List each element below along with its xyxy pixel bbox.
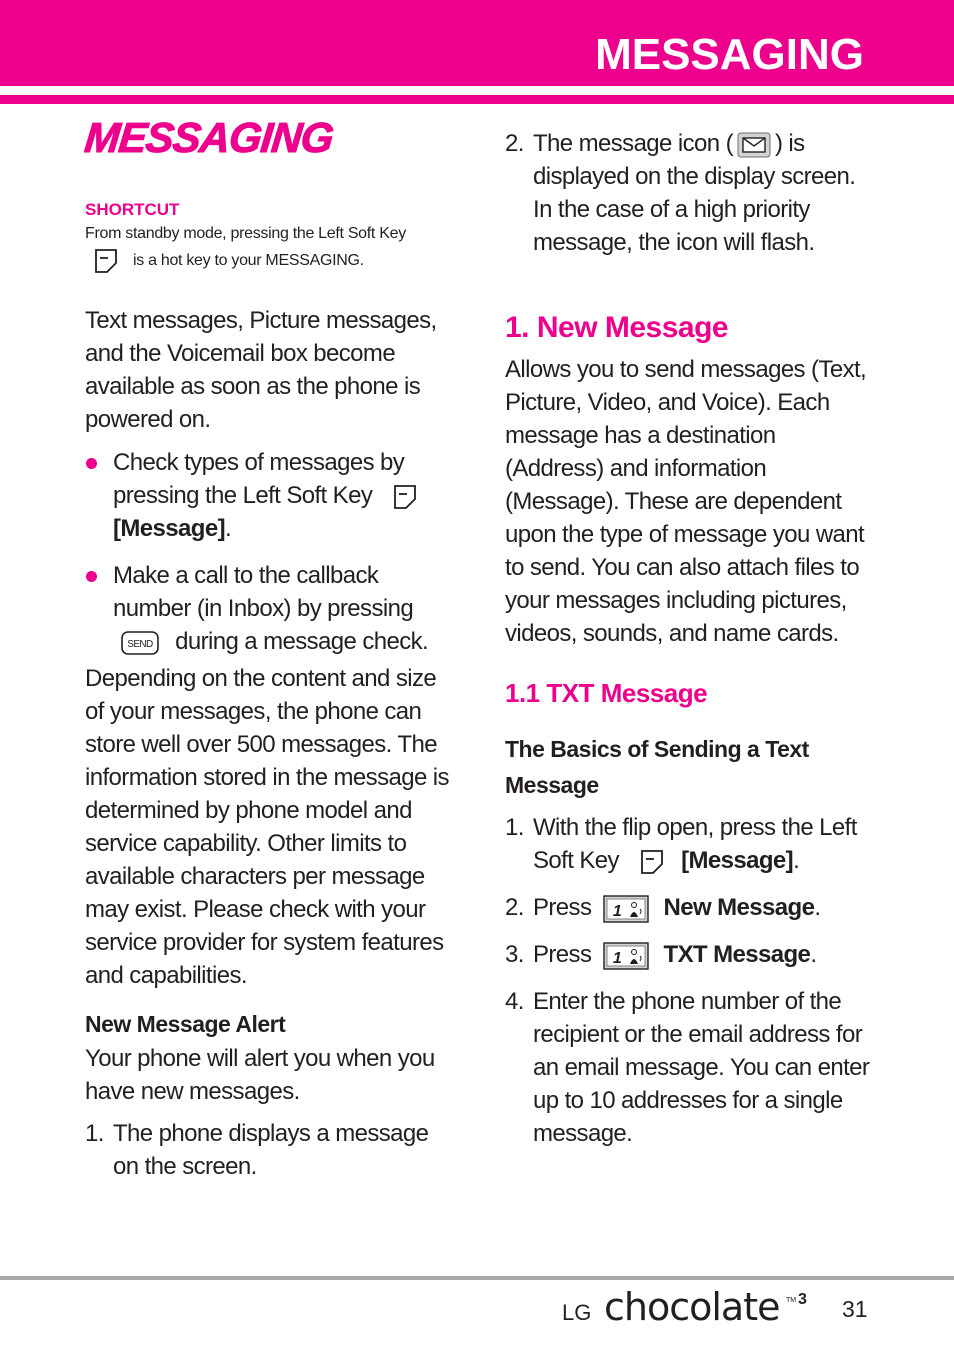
bullet-1-post: . xyxy=(224,515,232,542)
alert-heading: New Message Alert xyxy=(85,1011,286,1037)
list-number: 4. xyxy=(505,988,524,1015)
list-number: 1. xyxy=(85,1120,104,1147)
header-divider xyxy=(0,95,954,104)
svg-text:1: 1 xyxy=(613,949,622,967)
bullet-2-text: Make a call to the callback number (in Inbox) by pressing xyxy=(113,562,414,622)
list-item xyxy=(505,127,875,259)
page-header-title: MESSAGING xyxy=(595,30,864,79)
shortcut-text xyxy=(85,220,455,274)
shortcut-line-2-text: is a hot key to your MESSAGING. xyxy=(133,252,364,269)
step2-pre: The message icon ( xyxy=(533,130,733,157)
left-column xyxy=(82,110,455,1183)
step-text: Press xyxy=(533,941,592,968)
svg-text:SEND: SEND xyxy=(127,638,153,650)
intro-paragraph: Text messages, Picture messages, and the Voicemail box become available as soon as the phone is powered on. xyxy=(85,307,437,433)
bullet-item xyxy=(85,559,455,658)
shortcut-line-2 xyxy=(85,247,455,274)
shortcut-line-1: From standby mode, pressing the Left Soft Key xyxy=(85,225,406,242)
new-message-paragraph: Allows you to send messages (Text, Picture, Video, and Voice). Each message has a destination (Address) and information (Message). These are dependent upon the type of message you want to send. You can also attach files to your messages including pictures, videos, sounds, and name cards. xyxy=(505,356,867,647)
section-title: MESSAGING xyxy=(82,114,336,161)
basics-subheading: The Basics of Sending a Text Message xyxy=(505,736,809,798)
bullet-1-text: Check types of messages by pressing the Left Soft Key xyxy=(113,449,405,509)
txt-message-heading: 1.1 TXT Message xyxy=(505,678,708,708)
alert-paragraph: Your phone will alert you when you have new messages. xyxy=(85,1045,435,1105)
message-envelope-icon xyxy=(737,132,771,158)
step-bold: [Message] xyxy=(681,847,794,874)
right-column xyxy=(505,127,875,1150)
bullet-1-bold: [Message] xyxy=(113,515,225,542)
list-number: 2. xyxy=(505,130,524,157)
number-1-key-icon xyxy=(603,942,649,970)
step-text: With the flip open, press the Left Soft Key xyxy=(533,814,857,874)
step-bold: New Message xyxy=(663,894,815,921)
svg-text:3: 3 xyxy=(798,1291,807,1308)
list-item xyxy=(85,1117,455,1183)
list-item xyxy=(505,938,875,971)
svg-text:chocolate: chocolate xyxy=(604,1285,780,1329)
number-1-key-icon xyxy=(603,895,649,923)
step-post: . xyxy=(793,847,800,874)
new-message-heading: 1. New Message xyxy=(505,311,729,344)
lg-chocolate-logo xyxy=(562,1282,814,1330)
step-text: Enter the phone number of the recipient or the email address for an email message. You can enter up to 10 addresses for a single message. xyxy=(533,988,870,1147)
bullet-2-post: during a message check. xyxy=(175,628,429,655)
step-post: . xyxy=(814,894,821,921)
list-number: 2. xyxy=(505,894,524,921)
step-text: Press xyxy=(533,894,592,921)
list-number: 3. xyxy=(505,941,524,968)
list-item xyxy=(505,811,875,877)
left-soft-key-icon xyxy=(93,248,119,274)
svg-text:1: 1 xyxy=(613,902,622,920)
page-number: 31 xyxy=(842,1296,868,1322)
list-item xyxy=(505,985,875,1150)
list-number: 1. xyxy=(505,814,524,841)
bullet-item xyxy=(85,446,455,545)
svg-text:LG: LG xyxy=(562,1300,592,1325)
list-item xyxy=(505,891,875,924)
step-post: . xyxy=(810,941,817,968)
left-soft-key-icon xyxy=(639,849,665,875)
footer-divider xyxy=(0,1276,954,1280)
step-bold: TXT Message xyxy=(663,941,811,968)
shortcut-label: SHORTCUT xyxy=(85,200,180,219)
bullet-dot xyxy=(86,458,97,469)
left-soft-key-icon xyxy=(392,484,418,510)
storage-paragraph: Depending on the content and size of your messages, the phone can store well over 500 messages. The information stored in the message is determined by phone model and service capability. Other limits to available characters per message may exist. Please check with your service provider for system features and capabilities. xyxy=(85,665,449,989)
list-item-text: The phone displays a message on the screen. xyxy=(113,1120,429,1180)
send-key-icon xyxy=(121,631,159,655)
step2-post: ) is displayed on the display screen. In the case of a high priority message, the icon will flash. xyxy=(533,130,856,256)
bullet-dot xyxy=(86,571,97,582)
svg-text:TM: TM xyxy=(786,1297,797,1304)
